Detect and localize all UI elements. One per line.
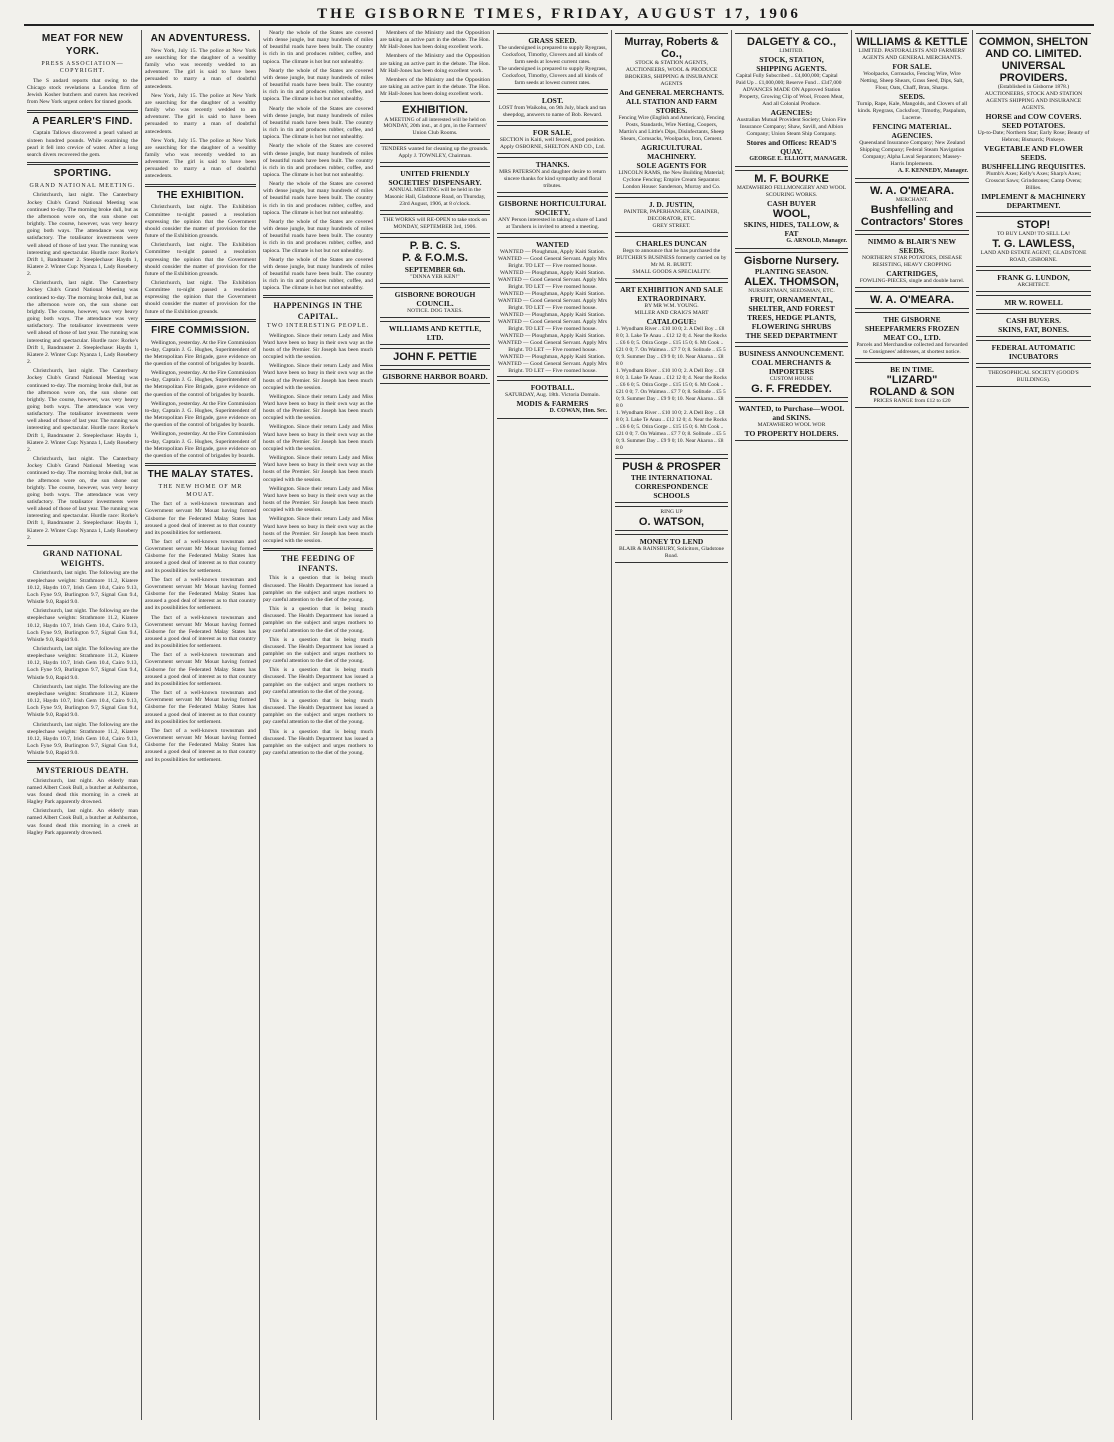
subhead-sporting: GRAND NATIONAL MEETING. [29,182,136,189]
article-exhibition: Christchurch, last night. The Exhibition Committee to-night passed a resolution expressing the opinion that the Government should consider the matter of provision for the future of the Exhibition grounds. [145,279,256,315]
ad-pbcs: P. B. C. S. P. & F.O.M.S. SEPTEMBER 6th. "DINNA YER KEN!" [380,237,490,283]
column-4 [377,30,494,1420]
article-fire: Wellington, yesterday. At the Fire Commission to-day, Captain J. G. Hughes, Superintendent of the Metropolitan Fire Brigade, gave evidence on the question of the control of brigades by boards. [145,370,256,398]
article-fire: Wellington, yesterday. At the Fire Commission to-day, Captain J. G. Hughes, Superintendent of the Metropolitan Fire Brigade, gave evidence on the question of the control of brigades by boards. [145,400,256,429]
article-sporting: Christchurch, last night. The Canterbury Jockey Club's Grand National Meeting was continued to-day. The morning broke dull, but as the afternoon wore on, the sun shone out brightly. The course, however, was very heavy going both ways. The attendance was very satisfactory. The totalisator investments were well ahead of those of last year. The running was interesting and spectacular. Hurdle race: Rorke's Drift 1, Bandmaster 2. Steeplechase: Haydn 1, Kiatere 2. Winter Cup: Nyanza 1, Lady Rosebery 2. [27,456,138,541]
article-sporting: Christchurch, last night. The Canterbury Jockey Club's Grand National Meeting was continued to-day. The morning broke dull, but as the afternoon wore on, the sun shone out brightly. The course, however, was very heavy going both ways. The attendance was very satisfactory. The totalisator investments were well ahead of those of last year. The running was interesting and spectacular. Hurdle race: Rorke's Drift 1, Bandmaster 2. Steeplechase: Haydn 1, Kiatere 2. Winter Cup: Nyanza 1, Lady Rosebery 2. [27,192,138,278]
column-1 [24,30,142,1420]
column-5 [494,30,612,1420]
article-infants: This is a question that is being much discussed. The Health Department has issued a pamphlet on the subject and urges mothers to pay careful attention to the diet of the young. [263,697,373,726]
ad-lost: LOST. LOST from Waikohu, on 9th July, black and tan sheepdog, answers to name of Bob. Reward. [497,93,608,122]
ad-federal-incubators: FEDERAL AUTOMATIC INCUBATORS [976,340,1091,364]
ad-williams-auction: WILLIAMS AND KETTLE, LTD. [380,321,490,345]
ad-harbour-board: GISBORNE HARBOR BOARD. [380,369,490,384]
column-3 [260,30,377,1420]
article-infants: This is a question that is being much discussed. The Health Department has issued a pamphlet on the subject and urges mothers to pay careful attention to the diet of the young. [263,636,373,665]
article-sporting: Christchurch, last night. The Canterbury Jockey Club's Grand National Meeting was continued to-day. The morning broke dull, but as the afternoon wore on, the sun shone out brightly. The course, however, was very heavy going both ways. The attendance was very satisfactory. The totalisator investments were well ahead of those of last year. The running was interesting and spectacular. Hurdle race: Rorke's Drift 1, Bandmaster 2. Steeplechase: Haydn 1, Kiatere 2. Winter Cup: Nyanza 1, Lady Rosebery 2. [27,280,138,366]
article-malay-cont: Nearly the whole of the States are covered with dense jungle, but many hundreds of miles of beautiful roads have been built. The country is rich in tin and produces rubber, coffee, and tapioca. The climate is hot but not unhealthy. [263,105,373,141]
headline-malay: THE MALAY STATES. [147,469,254,481]
ad-omeara-2: W. A. O'MEARA. [855,291,969,309]
ad-sheepfarmers: THE GISBORNE SHEEPFARMERS FROZEN MEAT CO., LTD. Parcels and Merchandise collected and forwarded to Consignees' addresses, at shortest notice. [855,312,969,359]
ad-thanks: THANKS. MRS PATERSON and daughter desire to return sincere thanks for kind sympathy and floral tributes. [497,157,608,193]
headline-weights: GRAND NATIONAL WEIGHTS. [42,548,123,569]
subhead-malay: THE NEW HOME OF MR MOUAT. [158,483,243,498]
column-6 [612,30,732,1420]
ad-lundon: FRANK G. LUNDON, ARCHITECT. [976,270,1091,292]
column-7 [732,30,852,1420]
headline-exhibition: THE EXHIBITION. [156,189,245,201]
article-fire: Wellington, yesterday. At the Fire Commission to-day, Captain J. G. Hughes, Superintendent of the Metropolitan Fire Brigade, gave evidence on the question of the control of brigades by boards. [145,339,256,368]
article-infants: This is a question that is being much discussed. The Health Department has issued a pamphlet on the subject and urges mothers to pay careful attention to the diet of the young. [263,575,373,603]
ad-football: FOOTBALL. SATURDAY, Aug. 18th. Victoria Domain. MODIS & FARMERS D. COWAN, Hon. Sec. [497,380,608,419]
ad-osborne-shelton: COMMON, SHELTON AND CO. LIMITED. UNIVERSAL PROVIDERS. (Established in Gisborne 1878.) AUCTIONEERS, STOCK AND STATION AGENTS SHIPPING AND INSURANCE AGENTS. HORSE and COW COVERS. SEED POTATOES. Up-to-Date; Northern Star; Early Rose; Beauty of Hebron; Bismarck; Pinkeye. VEGETABLE AND FLOWER SEEDS. BUSHFELLING REQUISITES. Plumb's Axes; Kelly's Axes; Sharp's Axes; Crosscut Saws; Grindstones; Camp Ovens; Billies. IMPLEMENT & MACHINERY DEPARTMENT. [976,33,1091,213]
article-capital: Wellington. Since their return Lady and Miss Ward have been so busy in their own way as the hosts of the Premier. Sir Joseph has been much occupied with the session. [263,485,373,514]
ad-omeara: W. A. O'MEARA. MERCHANT. Bushfelling and Contractors' Stores [855,182,969,231]
ad-for-sale: FOR SALE. SECTION in Kaiti, well fenced, good position. Apply OSBORNE, SHELTON AND CO., Ltd. [497,125,608,154]
ad-horticultural: GISBORNE HORTICULTURAL SOCIETY. ANY Person interested in taking a share of Land at Taruheru is invited to attend a meeting. [497,196,608,234]
article-capital: Wellington. Since their return Lady and Miss Ward have been so busy in their own way as the hosts of the Premier. Sir Joseph has been much occupied with the session. [263,424,373,452]
article-malay-cont: Nearly the whole of the States are covered with dense jungle, but many hundreds of miles of beautiful roads have been built. The country is rich in tin and produces rubber, coffee, and tapioca. The climate is hot but not unhealthy. [263,181,373,216]
article-malay: The fact of a well-known townsman and Government servant Mr Mouat having formed Gisborne for the Federated Malay States has aroused a good deal of interest as to that country and its possibilities for settlement. [145,576,256,612]
article-malay: The fact of a well-known townsman and Government servant Mr Mouat having formed Gisborne for the Federated Malay States has aroused a good deal of interest as to that country and its possibilities for settlement. [145,727,256,763]
newspaper-columns [24,30,1094,1420]
article-malay-cont: Nearly the whole of the States are covered with dense jungle, but many hundreds of miles of beautiful roads have been built. The country is rich in tin and produces rubber, coffee, and tapioca. The climate is hot but not unhealthy. [263,256,373,292]
article-weights: Christchurch, last night. The following are the steeplechase weights: Strathmore 11.2, Kiatere 10.12, Haydn 10.7, Irish Gem 10.4, Cairo 9.13, Loch Fyne 9.9, Burlington 9.7, Signal Gun 9.4, Whistle 9.0, Rapid 9.0. [27,608,138,643]
article-malay: The fact of a well-known townsman and Government servant Mr Mouat having formed Gisborne for the Federated Malay States has aroused a good deal of interest as to that country and its possibilities for settlement. [145,614,256,650]
ad-wanted-wool: WANTED, to Purchase—WOOL and SKINS. MATAWHERO WOOL WOR TO PROPERTY HOLDERS. [735,401,848,441]
headline-meat: MEAT FOR NEW YORK. [41,33,124,57]
ad-bourke: M. F. BOURKE MATAWHERO FELLMONGERY AND WOOL SCOURING WORKS. CASH BUYER WOOL, SKINS, HIDES, TALLOW, & FAT G. ARNOLD, Manager. [735,170,848,249]
article-adventuress: New York, July 15. The police at New York are searching for the daughter of a wealthy family who was recently wedded to an adventurer. The girl is said to have been persuaded to marry a man of doubtful antecedents. [145,47,256,90]
article-malay: The fact of a well-known townsman and Government servant Mr Mouat having formed Gisborne for the Federated Malay States has aroused a good deal of interest as to that country and its possibilities for settlement. [145,501,256,536]
headline-sporting: SPORTING. [53,167,112,179]
column-8 [852,30,973,1420]
article-malay-cont: Nearly the whole of the States are covered with dense jungle, but many hundreds of miles of beautiful roads have been built. The country is rich in tin and produces rubber, coffee, and tapioca. The climate is hot but not unhealthy. [263,30,373,65]
article-weights: Christchurch, last night. The following are the steeplechase weights: Strathmore 11.2, Kiatere 10.12, Haydn 10.7, Irish Gem 10.4, Cairo 9.13, Loch Fyne 9.9, Burlington 9.7, Signal Gun 9.4, Whistle 9.0, Rapid 9.0. [27,570,138,606]
ad-theosophical: THEOSOPHICAL SOCIETY (GOOD'S BUILDINGS). [976,367,1091,387]
article-exhibition: Christchurch, last night. The Exhibition Committee to-night passed a resolution expressing the opinion that the Government should consider the matter of provision for the future of the Exhibition grounds. [145,204,256,240]
article-weights: Christchurch, last night. The following are the steeplechase weights: Strathmore 11.2, Kiatere 10.12, Haydn 10.7, Irish Gem 10.4, Cairo 9.13, Loch Fyne 9.9, Burlington 9.7, Signal Gun 9.4, Whistle 9.0, Rapid 9.0. [27,645,138,681]
article-malay-cont: Nearly the whole of the States are covered with dense jungle, but many hundreds of miles of beautiful roads have been built. The country is rich in tin and produces rubber, coffee, and tapioca. The climate is hot but not unhealthy. [263,218,373,254]
article-infants: This is a question that is being much discussed. The Health Department has issued a pamphlet on the subject and urges mothers to pay careful attention to the diet of the young. [263,728,373,757]
article-capital: Wellington. Since their return Lady and Miss Ward have been so busy in their own way as the hosts of the Premier. Sir Joseph has been much occupied with the session. [263,363,373,391]
ad-gisborne-nursery: Gisborne Nursery. PLANTING SEASON. ALEX. THOMSON, NURSERYMAN, SEEDSMAN, ETC. FRUIT, ORNAMENTAL, SHELTER, AND FOREST TREES, HEDGE PLANTS, FLOWERING SHRUBS THE SEED DEPARTMENT [735,252,848,343]
ad-cash-buyers: CASH BUYERS. SKINS, FAT, BONES. [976,313,1091,337]
ad-murray-roberts: Murray, Roberts & Co., STOCK & STATION AGENTS, AUCTIONEERS, WOOL & PRODUCE BROKERS, SHIPPING & INSURANCE AGENTS And GENERAL MERCHANTS. ALL STATION AND FARM STORES. Fencing Wire (English and American), Fencing Posts, Standards, Wire Netting, Coopers, Martin's and Little's Dips, Disinfectants, Sheep Shears, Cornsacks, Woolpacks, Iron, Cement. AGRICULTURAL MACHINERY. SOLE AGENTS FOR LINCOLN RAMS, the New Building Material; Cyclone Fencing; Empire Cream Separator. London House: Sanderson, Murray and Co. [615,33,728,194]
article-mystery: Christchurch, last night. An elderly man named Albert Cook Bull, a butcher at Ashburton, was found dead this morning in a creek at Hagley Park apparently drowned. [27,777,138,806]
article-exhibition: Christchurch, last night. The Exhibition Committee to-night passed a resolution expressing the opinion that the Government should consider the matter of provision for the future of the Exhibition grounds. [145,242,256,277]
ad-charles-duncan: CHARLES DUNCAN Begs to announce that he has purchased the BUTCHER'S BUSINESS formerly carried on by Mr M. R. BURTT. SMALL GOODS A SPECIALITY. [615,236,728,279]
column-2 [142,30,260,1420]
headline-adventuress: AN ADVENTURESS. [150,33,251,44]
ad-exhibition: EXHIBITION. A MEETING of all interested will be held on MONDAY, 20th inst., at 4 pm, in the Farmers' Union Club Rooms. [380,101,490,140]
article-weights: Christchurch, last night. The following are the steeplechase weights: Strathmore 11.2, Kiatere 10.12, Haydn 10.7, Irish Gem 10.4, Cairo 9.13, Loch Fyne 9.9, Burlington 9.7, Signal Gun 9.4, Whistle 9.0, Rapid 9.0. [27,721,138,757]
article-malay: The fact of a well-known townsman and Government servant Mr Mouat having formed Gisborne for the Federated Malay States has aroused a good deal of interest as to that country and its possibilities for settlement. [145,652,256,687]
ad-lizard: BE IN TIME. "LIZARD" ROLAND & SON PRICES RANGE from £12 to £20 [855,362,969,408]
headline-pearl: A PEARLER'S FIND. [32,115,133,127]
subhead-capital: TWO INTERESTING PEOPLE. [266,322,370,329]
ad-art-exhibition: ART EXHIBITION AND SALE EXTRAORDINARY. BY MR W.M. YOUNG. MILLER AND CRAIG'S MART CATALOGUE: 1. Wyndham River .. £10 10 0; 2. A Dell Boy .. £8 8 0; 3. Lake Te Anau .. £12 12 0; 4. Near the Rocks .. £6 6 0; 5. Otira Gorge .. £15 15 0; 6. Mt Cook .. £21 0 0; 7. On Waimea .. £7 7 0; 8. Solitude .. £5 5 0; 9. Summer Day .. £9 9 0; 10. Near Akaroa .. £8 8 0 1. Wyndham River .. £10 10 0; 2. A Dell Boy .. £8 8 0; 3. Lake Te Anau .. £12 12 0; 4. Near the Rocks .. £6 6 0; 5. Otira Gorge .. £15 15 0; 6. Mt Cook .. £21 0 0; 7. On Waimea .. £7 7 0; 8. Solitude .. £5 5 0; 9. Summer Day .. £9 9 0; 10. Near Akaroa .. £8 8 0 1. Wyndham River .. £10 10 0; 2. A Dell Boy .. £8 8 0; 3. Lake Te Anau .. £12 12 0; 4. Near the Rocks .. £6 6 0; 5. Otira Gorge .. £15 15 0; 6. Mt Cook .. £21 0 0; 7. On Waimea .. £7 7 0; 8. Solitude .. £5 5 0; 9. Summer Day .. £9 9 0; 10. Near Akaroa .. £8 8 0 [615,282,728,455]
article-infants: This is a question that is being much discussed. The Health Department has issued a pamphlet on the subject and urges mothers to pay careful attention to the diet of the young. [263,606,373,634]
ad-push-prosper: PUSH & PROSPER THE INTERNATIONAL CORRESPONDENCE SCHOOLS [615,458,728,503]
headline-capital: HAPPENINGS IN THE CAPITAL. [273,301,363,321]
headline-fire: FIRE COMMISSION. [151,324,250,336]
article-capital-cont: Members of the Ministry and the Opposition are taking an active part in the debate. The Hon. Mr Hall-Jones has been doing excellent work. [380,30,490,51]
article-malay: The fact of a well-known townsman and Government servant Mr Mouat having formed Gisborne for the Federated Malay States has aroused a good deal of interest as to that country and its possibilities for settlement. [145,538,256,574]
headline-infants: THE FEEDING OF INFANTS. [280,553,356,574]
article-adventuress: New York, July 15. The police at New York are searching for the daughter of a wealthy family who was recently wedded to an adventurer. The girl is said to have been persuaded to marry a man of doubtful antecedents. [145,137,256,180]
ad-lawless: STOP! TO BUY LAND! TO SELL LA! T. G. LAWLESS, LAND AND ESTATE AGENT, GLADSTONE ROAD, GISBORNE. [976,216,1091,267]
ad-friendly-societies: UNITED FRIENDLY SOCIETIES' DISPENSARY. ANNUAL MEETING will be held in the Masonic Hall, Gladstone Road, on Thursday, 23rd August, 1906, at 8 o'clock. [380,166,490,211]
article-capital: Wellington. Since their return Lady and Miss Ward have been so busy in their own way as the hosts of the Premier. Sir Joseph has been much occupied with the session. [263,393,373,422]
article-weights: Christchurch, last night. The following are the steeplechase weights: Strathmore 11.2, Kiatere 10.12, Haydn 10.7, Irish Gem 10.4, Cairo 9.13, Loch Fyne 9.9, Burlington 9.7, Signal Gun 9.4, Whistle 9.0, Rapid 9.0. [27,683,138,719]
ad-justin: J. D. JUSTIN, PAINTER, PAPERHANGER, GRAINER, DECORATOR, ETC. GREY STREET. [615,197,728,233]
article-adventuress: New York, July 15. The police at New York are searching for the daughter of a wealthy family who was recently wedded to an adventurer. The girl is said to have been persuaded to marry a man of doubtful antecedents. [145,92,256,135]
headline-mystery: MYSTERIOUS DEATH. [36,766,129,776]
ad-money: MONEY TO LEND BLAIR & RAINSBURY, Solicitors, Gladstone Road. [615,534,728,563]
ad-dalgety: DALGETY & CO., LIMITED. STOCK, STATION, SHIPPING AGENTS. Capital Fully Subscribed .. £4,000,000; Capital Paid Up .. £1,000,000; Reserve Fund .. £347,000 ADVANCES MADE ON Approved Station Property, Growing Clip of Wool, Frozen Meat, And all Colonial Produce. AGENCIES: Australian Mutual Provident Society; Union Fire Insurance Company; Shaw, Savill, and Albion Company; Union Steam Ship Company. Stores and Offices: READ'S QUAY. GEORGE E. ELLIOTT, MANAGER. [735,33,848,167]
ad-wanted: WANTED WANTED — Ploughman, Apply Kaiti Station. WANTED — Good General Servant. Apply Mrs Bright. TO LET — Five roomed house. WANTED — Ploughman, Apply Kaiti Station. WANTED — Good General Servant. Apply Mrs Bright. TO LET — Five roomed house. WANTED — Ploughman, Apply Kaiti Station. WANTED — Good General Servant. Apply Mrs Bright. TO LET — Five roomed house. WANTED — Ploughman, Apply Kaiti Station. WANTED — Good General Servant. Apply Mrs Bright. TO LET — Five roomed house. WANTED — Ploughman, Apply Kaiti Station. WANTED — Good General Servant. Apply Mrs Bright. TO LET — Five roomed house. WANTED — Ploughman, Apply Kaiti Station. WANTED — Good General Servant. Apply Mrs Bright. TO LET — Five roomed house. [497,237,608,378]
article-malay: The fact of a well-known townsman and Government servant Mr Mouat having formed Gisborne for the Federated Malay States has aroused a good deal of interest as to that country and its possibilities for settlement. [145,690,256,725]
article-malay-cont: Nearly the whole of the States are covered with dense jungle, but many hundreds of miles of beautiful roads have been built. The country is rich in tin and produces rubber, coffee, and tapioca. The climate is hot but not unhealthy. [263,143,373,178]
masthead: THE GISBORNE TIMES, FRIDAY, AUGUST 17, 1906 [24,6,1094,26]
article-sporting: Christchurch, last night. The Canterbury Jockey Club's Grand National Meeting was continued to-day. The morning broke dull, but as the afternoon wore on, the sun shone out brightly. The course, however, was very heavy going both ways. The attendance was very satisfactory. The totalisator investments were well ahead of those of last year. The running was interesting and spectacular. Hurdle race: Rorke's Drift 1, Bandmaster 2. Steeplechase: Haydn 1, Kiatere 2. Winter Cup: Nyanza 1, Lady Rosebery 2. [27,368,138,453]
ad-nimmo-blair: NIMMO & BLAIR'S NEW SEEDS. NORTHERN STAR POTATOES, DISEASE RESISTING, HEAVY CROPPING CARTRIDGES, FOWLING-PIECES, single and double barrel. [855,234,969,288]
ad-tenders: TENDERS wanted for cleaning up the grounds. Apply J. TOWNLEY, Chairman. [380,143,490,163]
ad-business-announcement: BUSINESS ANNOUNCEMENT. COAL MERCHANTS & IMPORTERS CUSTOM HOUSE G. F. FREDDEY. [735,346,848,398]
article-capital-cont: Members of the Ministry and the Opposition are taking an active part in the debate. The Hon. Mr Hall-Jones has been doing excellent work. [380,53,490,74]
article-pearl: Captain Tallows discovered a pearl valued at sixteen hundred pounds. While examining the pearl it fell into crevice of water. After a long search divers recovered the gem. [27,130,138,158]
ad-works-reopen: THE WORKS will RE-OPEN to take stock on MONDAY, SEPTEMBER 3rd, 1906. [380,214,490,234]
article-malay-cont: Nearly the whole of the States are covered with dense jungle, but many hundreds of miles of beautiful roads have been built. The country is rich in tin and produces rubber, coffee, and tapioca. The climate is hot but not unhealthy. [263,67,373,103]
article-capital-cont: Members of the Ministry and the Opposition are taking an active part in the debate. The Hon. Mr Hall-Jones has been doing excellent work. [380,76,490,98]
ad-watson: RING UP O. WATSON, [615,506,728,531]
ad-rowell: MR W. ROWELL [976,295,1091,310]
column-9 [973,30,1094,1420]
ad-grass-seed: GRASS SEED. The undersigned is prepared to supply Ryegrass, Cocksfoot, Timothy, Clovers and all kinds of farm seeds at lowest current rates. The undersigned is prepared to supply Ryegrass, Cocksfoot, Timothy, Clovers and all kinds of farm seeds at lowest current rates. [497,33,608,90]
article-fire: Wellington, yesterday. At the Fire Commission to-day, Captain J. G. Hughes, Superintendent of the Metropolitan Fire Brigade, gave evidence on the question of the control of brigades by boards. [145,431,256,459]
ad-pettie: JOHN F. PETTIE [380,348,490,366]
ad-williams-kettle: WILLIAMS & KETTLE LIMITED. PASTORALISTS AND FARMERS' AGENTS AND GENERAL MERCHANTS. FOR SALE. Woolpacks, Cornsacks, Fencing Wire, Wire Netting, Sheep Shears, Grass Seed, Dips, Salt, Flour, Oats, Chaff, Bran, Sharps. SEEDS. Turnip, Rape, Kale, Mangolds, and Clovers of all kinds. Ryegrass, Cocksfoot, Timothy, Paspalum, Lucerne. FENCING MATERIAL. AGENCIES. Queensland Insurance Company; New Zealand Shipping Company; Federal Steam Navigation Company; Alpha Laval Separators; Massey-Harris Implements. A. F. KENNEDY, Manager. [855,33,969,179]
article-capital: Wellington. Since their return Lady and Miss Ward have been so busy in their own way as the hosts of the Premier. Sir Joseph has been much occupied with the session. [263,516,373,544]
article-capital: Wellington. Since their return Lady and Miss Ward have been so busy in their own way as the hosts of the Premier. Sir Joseph has been much occupied with the session. [263,455,373,483]
article-mystery: Christchurch, last night. An elderly man named Albert Cook Bull, a butcher at Ashburton, was found dead this morning in a creek at Hagley Park apparently drowned. [27,808,138,836]
ad-borough-council: GISBORNE BOROUGH COUNCIL. NOTICE. DOG TAXES. [380,287,490,318]
article-meat: The S andard reports that owing to the Chicago stock revelations a London firm of Jewish Kosher butchers and curers has received from New York urgent orders for tinned goods. [27,77,138,106]
article-capital: Wellington. Since their return Lady and Miss Ward have been so busy in their own way as the hosts of the Premier. Sir Joseph has been much occupied with the session. [263,332,373,361]
press-line: PRESS ASSOCIATION—COPYRIGHT. [41,60,124,75]
article-infants: This is a question that is being much discussed. The Health Department has issued a pamphlet on the subject and urges mothers to pay careful attention to the diet of the young. [263,667,373,695]
